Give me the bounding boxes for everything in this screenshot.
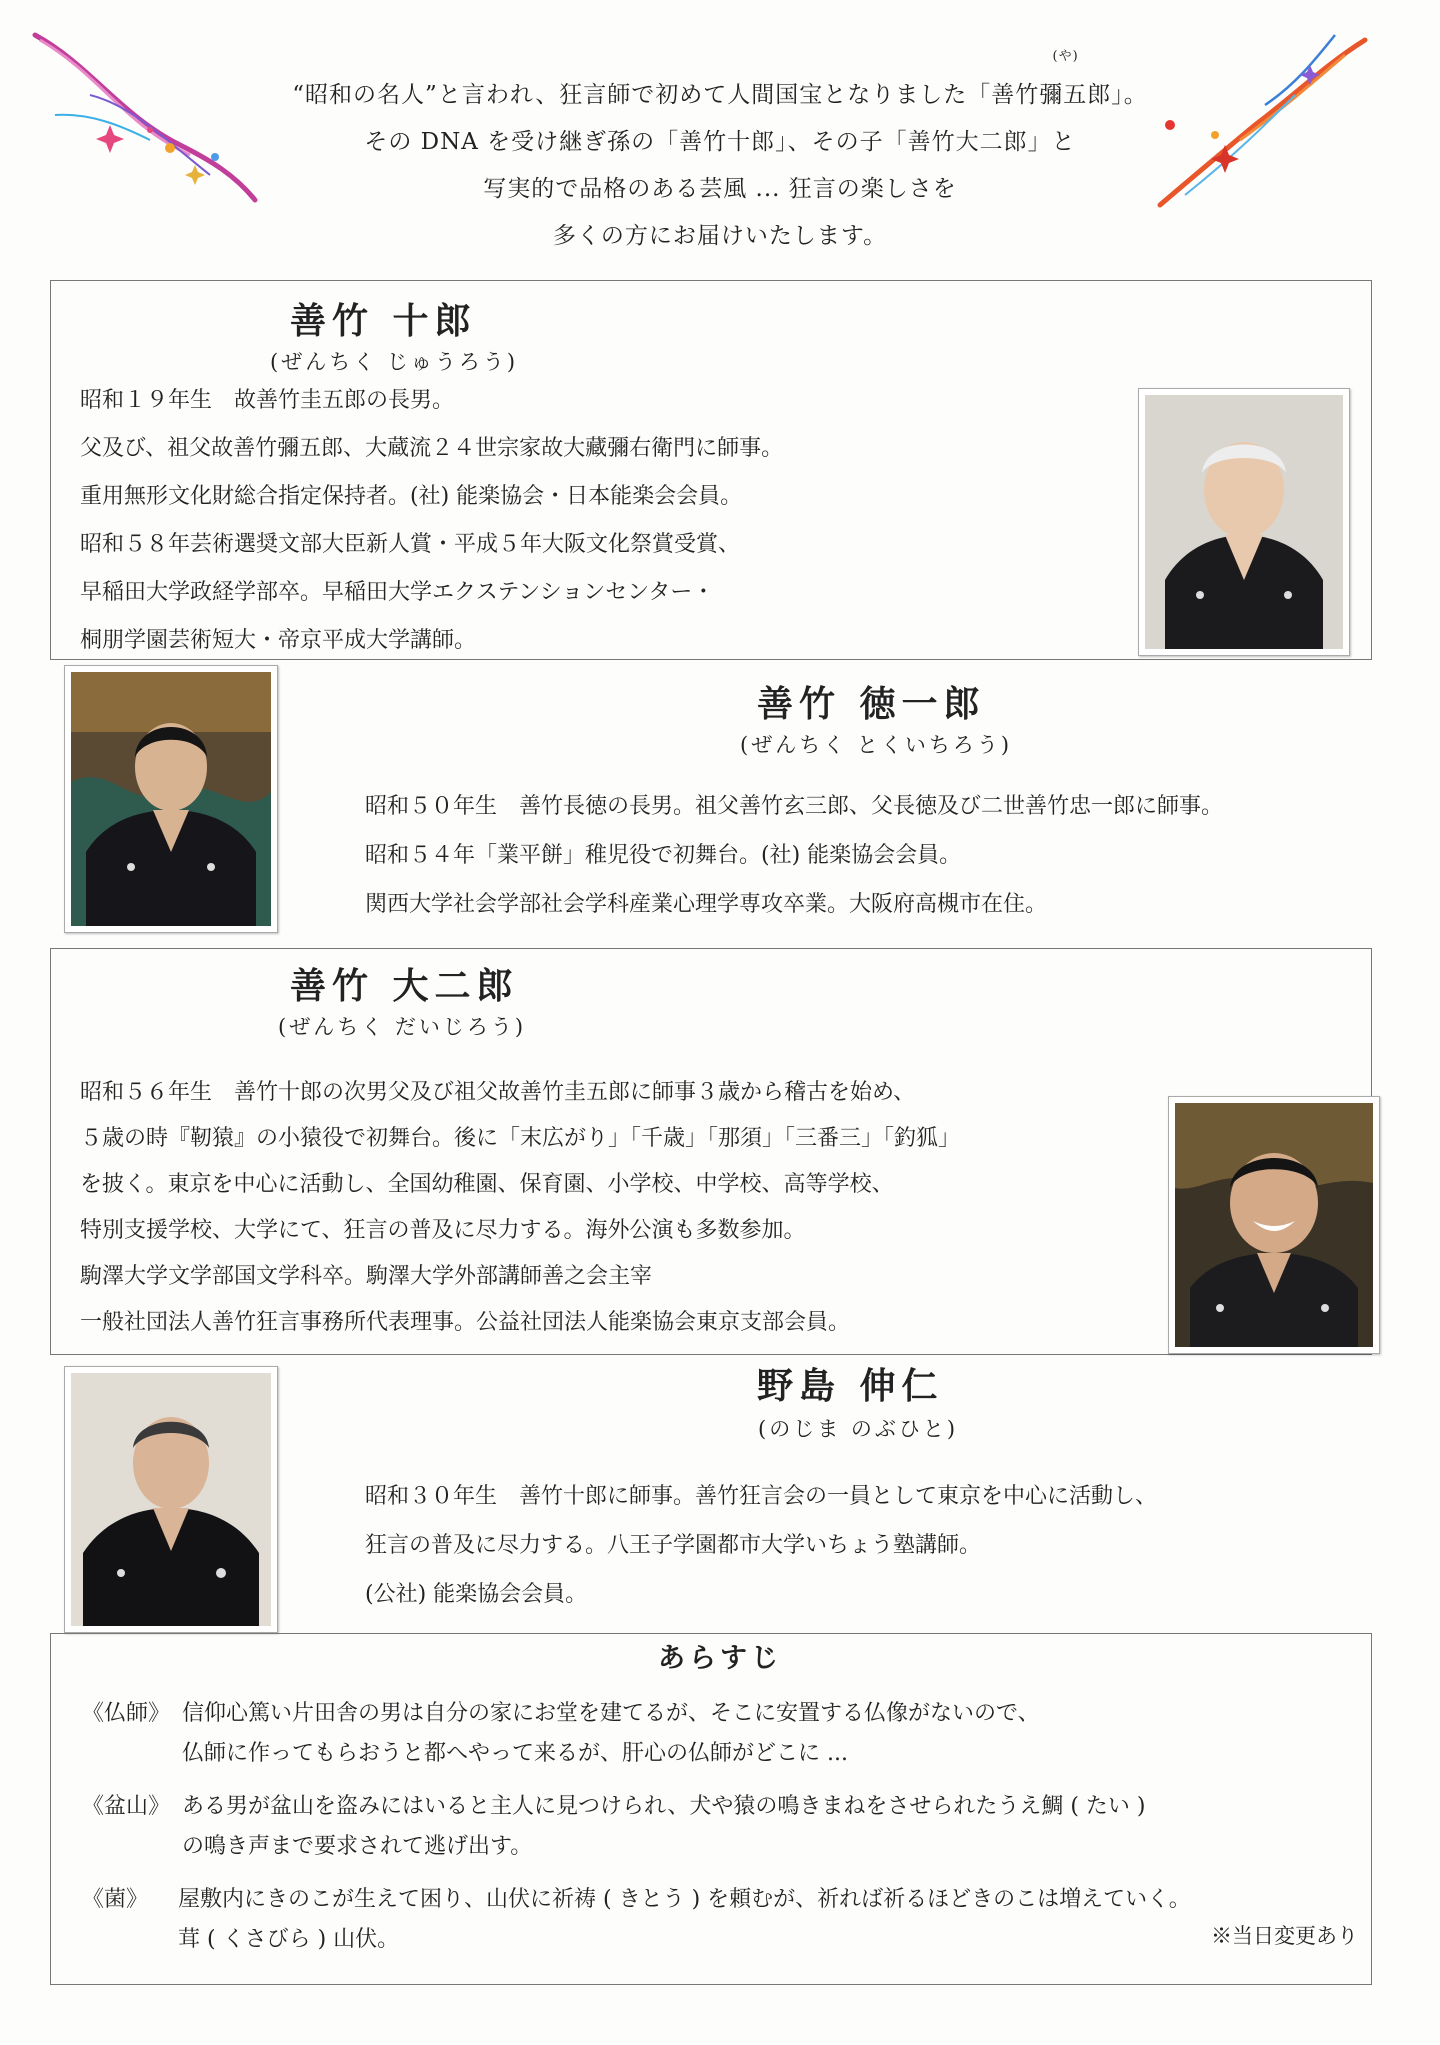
portrait-photo-juro	[1138, 388, 1350, 656]
ruby-text: (や)	[1052, 49, 1079, 64]
profile-name: 善竹 十郎	[290, 300, 477, 342]
profile-name: 善竹 大二郎	[290, 965, 519, 1007]
profile-bio: 昭和５０年生 善竹長徳の長男。祖父善竹玄三郎、父長徳及び二世善竹忠一郎に師事。 昭和５４年「業平餅」稚児役で初舞台。(社) 能楽協会会員。 関西大学社会学部社会学科産業心理学専攻卒業。大阪府高槻市在住。	[365, 794, 1224, 917]
intro-line-3: 写実的で品格のある芸風 ... 狂言の楽しさを	[483, 176, 957, 202]
synopsis-item-busshi: 《仏師》 信仰心篤い片田舎の男は自分の家にお堂を建てるが、そこに安置する仏像がないので、 仏師に作ってもらおうと都へやって来るが、肝心の仏師がどこに ...	[82, 1694, 1040, 1774]
intro-paragraph	[0, 49, 1440, 260]
profile-reading: (ぜんちく だいじろう)	[278, 1015, 527, 1039]
portrait-image	[1175, 1103, 1373, 1347]
change-notice: ※当日変更あり	[1211, 1924, 1358, 1948]
profile-name: 善竹 徳一郎	[757, 683, 986, 725]
portrait-image	[1145, 395, 1343, 649]
synopsis-tag: 《盆山》	[82, 1794, 171, 1819]
portrait-photo-daijiro	[1168, 1096, 1380, 1354]
intro-line-4: 多くの方にお届けいたします。	[552, 223, 888, 249]
profile-bio: 昭和３０年生 善竹十郎に師事。善竹狂言会の一員として東京を中心に活動し、 狂言の普及に尽力する。八王子学園都市大学いちょう塾講師。 (公社) 能楽協会会員。	[365, 1484, 1158, 1607]
profile-bio: 昭和１９年生 故善竹圭五郎の長男。 父及び、祖父故善竹彌五郎、大蔵流２４世宗家故大藏彌右衛門に師事。 重用無形文化財総合指定保持者。(社) 能楽協会・日本能楽会会員。 昭和５８年芸術選奨文部大臣新人賞・平成５年大阪文化祭賞受賞、 早稲田大学政経学部卒。早稲田大学エクステンションセンター・ 桐朋学園芸術短大・帝京平成大学講師。	[80, 388, 784, 653]
profile-bio: 昭和５６年生 善竹十郎の次男父及び祖父故善竹圭五郎に師事３歳から稽古を始め、 ５歳の時『靭猿』の小猿役で初舞台。後に「末広がり」「千歳」「那須」「三番三」「釣狐」 を披く。東京を中心に活動し、全国幼稚園、保育園、小学校、中学校、高等学校、 特別支援学校、大学にて、狂言の普及に尽力する。海外公演も多数参加。 駒澤大学文学部国文学科卒。駒澤大学外部講師善之会主宰 一般社団法人善竹狂言事務所代表理事。公益社団法人能楽協会東京支部会員。	[80, 1080, 961, 1335]
intro-line-2: その DNA を受け継ぎ孫の「善竹十郎」、その子「善竹大二郎」と	[364, 129, 1076, 155]
profile-reading: (のじま のぶひと)	[758, 1417, 959, 1441]
portrait-image	[71, 1373, 271, 1626]
synopsis-item-kusabira: 《菌》 屋敷内にきのこが生えて困り、山伏に祈祷 ( きとう ) を頼むが、祈れば祈るほどきのこは増えていく。 茸 ( くさびら ) 山伏。	[82, 1880, 1191, 1960]
portrait-photo-nojima	[64, 1366, 278, 1633]
synopsis-item-bonsan: 《盆山》 ある男が盆山を盗みにはいると主人に見つけられ、犬や猿の鳴きまねをさせられたうえ鯛 ( たい ) の鳴き声まで要求されて逃げ出す。	[82, 1787, 1145, 1867]
ruby-yagoro: 善竹彌五郎 (や)	[991, 49, 1112, 108]
synopsis-tag: 《菌》	[82, 1887, 149, 1912]
portrait-image	[71, 672, 271, 926]
profile-name: 野島 伸仁	[757, 1365, 944, 1407]
portrait-photo-tokuichiro	[64, 665, 278, 933]
synopsis-tag: 《仏師》	[82, 1701, 171, 1726]
synopsis-title: あらすじ	[658, 1643, 782, 1674]
intro-line-1: “昭和の名人”と言われ、狂言師で初めて人間国宝となりました「善竹彌五郎 (や) 」。	[0, 72, 1440, 119]
profile-reading: (ぜんちく じゅうろう)	[270, 350, 519, 374]
profile-reading: (ぜんちく とくいちろう)	[740, 733, 1013, 757]
